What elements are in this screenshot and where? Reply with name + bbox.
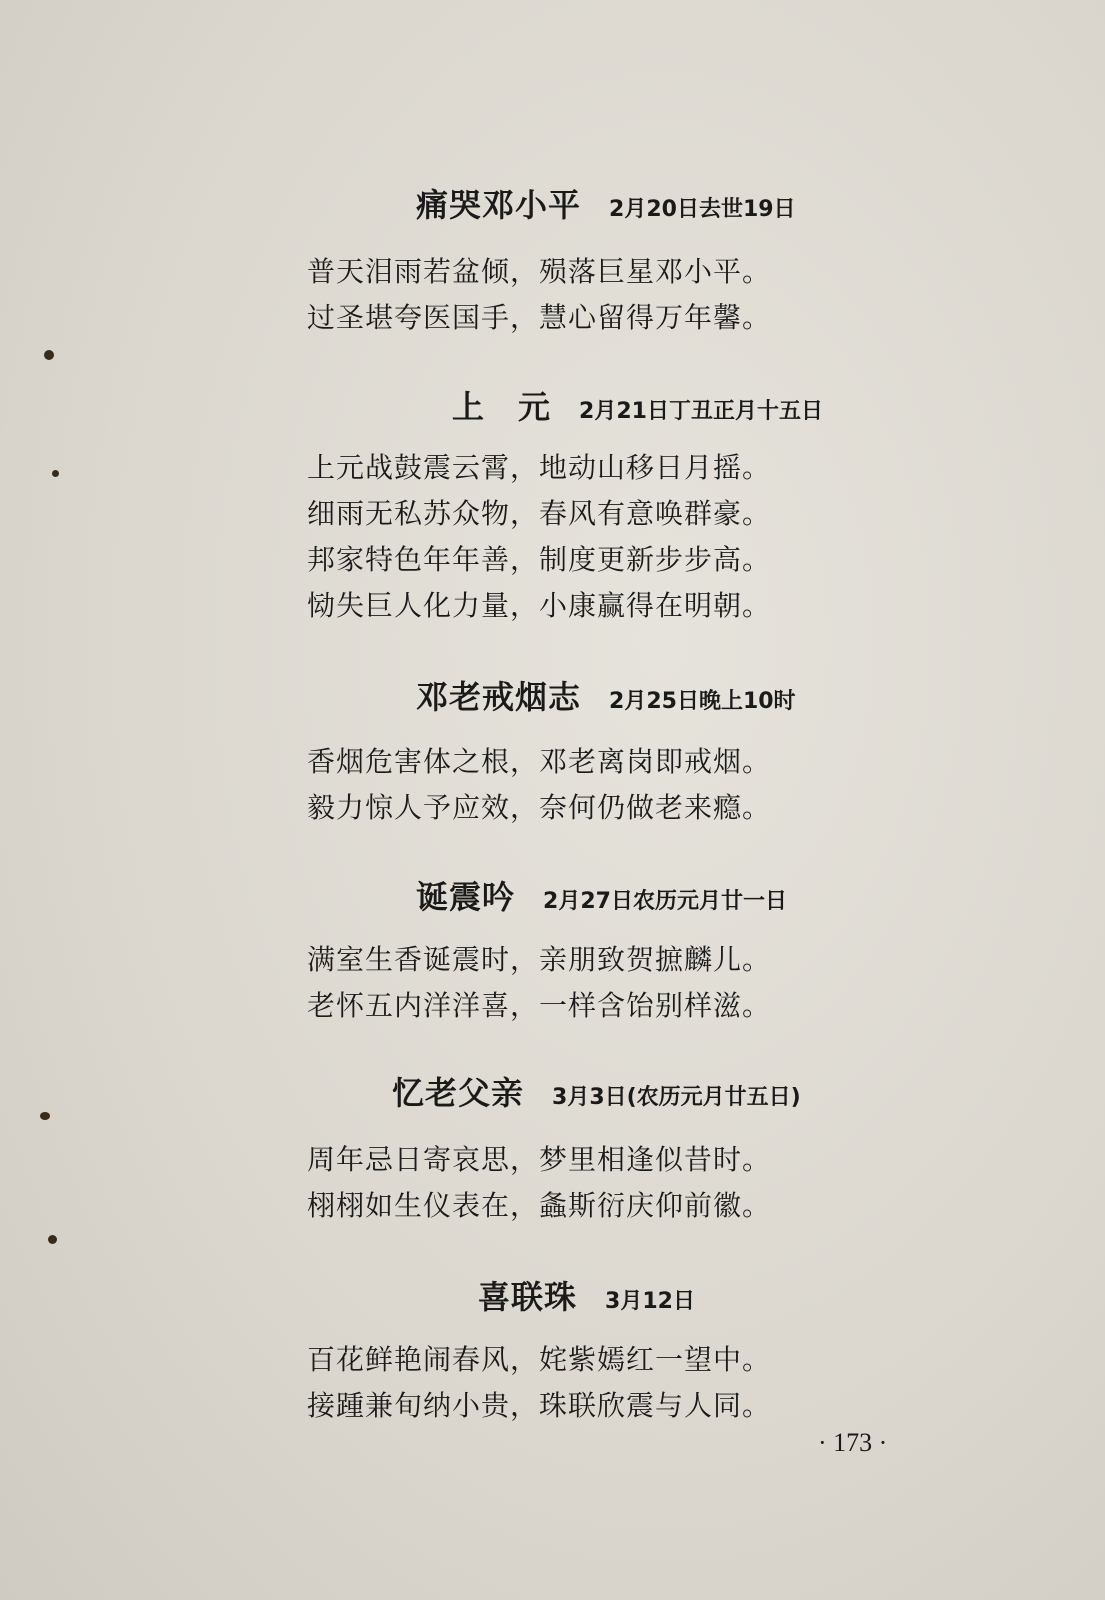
poem-line: 普天泪雨若盆倾，殒落巨星邓小平。: [307, 255, 772, 288]
paper-speck: [44, 350, 54, 360]
poem-date: 2月25日晚上10时: [609, 689, 796, 714]
poem-heading: [416, 872, 787, 918]
poem-line: 恸失巨人化力量，小康赢得在明朝。: [307, 589, 772, 622]
poem-line: 细雨无私苏众物，春风有意唤群豪。: [307, 497, 772, 530]
poem-line: 栩栩如生仪表在，螽斯衍庆仰前徽。: [307, 1189, 772, 1222]
poem-line: 上元战鼓震云霄，地动山移日月摇。: [307, 451, 772, 484]
poem-date: 2月21日丁丑正月十五日: [579, 399, 823, 424]
poem-title: 痛哭邓小平: [416, 186, 582, 224]
poem-line: 接踵兼旬纳小贵，珠联欣震与人同。: [307, 1389, 772, 1422]
poem-heading: [392, 1068, 801, 1114]
poem-title: 诞震吟: [416, 878, 516, 916]
poem-title: 邓老戒烟志: [416, 678, 582, 716]
poem-line: 香烟危害体之根，邓老离岗即戒烟。: [307, 745, 772, 778]
poem-date: 3月3日(农历元月廿五日): [552, 1085, 801, 1110]
poem-line: 邦家特色年年善，制度更新步步高。: [307, 543, 772, 576]
poem-date: 3月12日: [605, 1289, 695, 1314]
poem-line: 过圣堪夸医国手，慧心留得万年馨。: [307, 301, 772, 334]
poem-line: 满室生香诞震时，亲朋致贺摭麟儿。: [307, 943, 772, 976]
poem-heading: [478, 1272, 695, 1318]
poem-date: 2月20日去世19日: [609, 197, 796, 222]
poem-date: 2月27日农历元月廿一日: [543, 889, 787, 914]
poem-title: 上 元: [452, 388, 552, 426]
poem-heading: [416, 180, 796, 226]
paper-speck: [52, 470, 59, 477]
poem-line: 百花鲜艳闹春风，姹紫嫣红一望中。: [307, 1343, 772, 1376]
poem-heading: [452, 382, 823, 428]
paper-speck: [48, 1235, 57, 1244]
poem-title: 喜联珠: [478, 1278, 578, 1316]
poem-line: 毅力惊人予应效，奈何仍做老来瘾。: [307, 791, 772, 824]
poem-heading: [416, 672, 796, 718]
poem-line: 周年忌日寄哀思，梦里相逢似昔时。: [307, 1143, 772, 1176]
paper-speck: [40, 1112, 50, 1120]
poem-line: 老怀五内洋洋喜，一样含饴别样滋。: [307, 989, 772, 1022]
page-number: · 173 ·: [818, 1428, 888, 1457]
poem-title: 忆老父亲: [392, 1074, 525, 1112]
